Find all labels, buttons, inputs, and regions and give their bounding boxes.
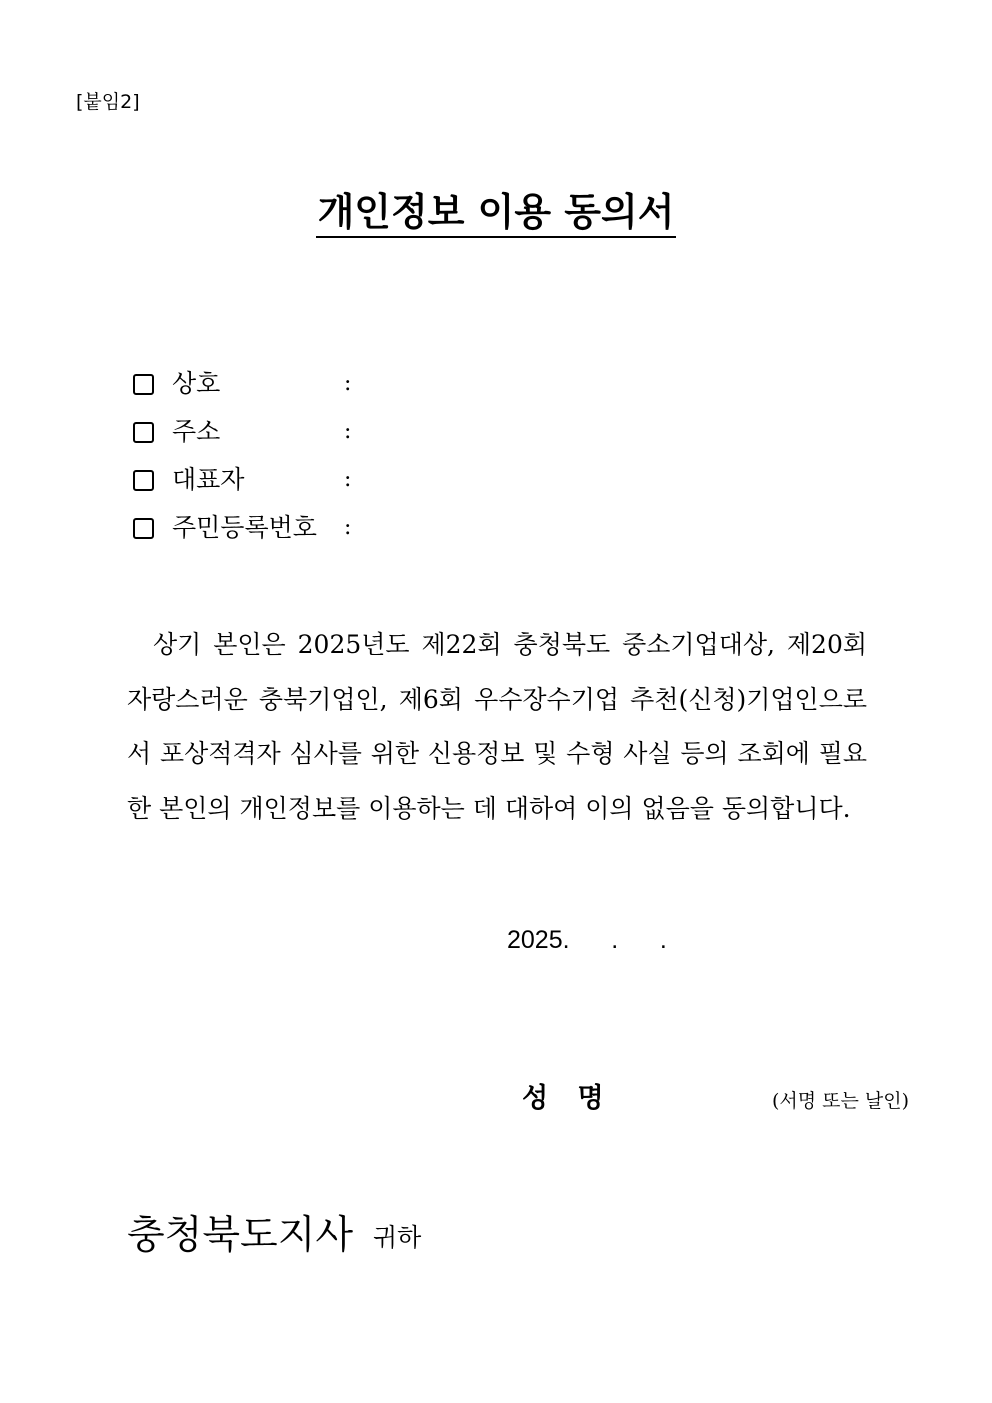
applicant-fields <box>133 360 351 552</box>
signature-note: (서명 또는 날인) <box>772 1090 910 1112</box>
field-label-resident-number: 주민등록번호 <box>172 513 317 542</box>
checkbox-icon <box>133 422 154 443</box>
field-label-company-name: 상호 <box>172 369 221 398</box>
signature-label: 성 명 <box>522 1083 614 1114</box>
field-company-name <box>133 360 351 408</box>
field-address <box>133 408 351 456</box>
recipient-suffix: 귀하 <box>373 1223 422 1252</box>
checkbox-icon <box>133 470 154 491</box>
checkbox-icon <box>133 518 154 539</box>
field-label-representative: 대표자 <box>172 465 245 494</box>
field-representative <box>133 456 351 504</box>
field-separator: : <box>344 467 352 492</box>
field-label-address: 주소 <box>172 417 221 446</box>
document-title: 개인정보 이용 동의서 <box>316 190 677 238</box>
field-separator: : <box>344 419 352 444</box>
field-separator: : <box>344 371 352 396</box>
attachment-label: [붙임2] <box>76 91 140 113</box>
consent-paragraph: 상기 본인은 2025년도 제22회 충청북도 중소기업대상, 제20회 자랑스러운 충북기업인, 제6회 우수장수기업 추천(신청)기업인으로서 포상적격자 심사를 위한 신용정보 및 수형 사실 등의 조회에 필요한 본인의 개인정보를 이용하는 데 대하여 이의 없음을 동의합니다. <box>127 630 867 823</box>
checkbox-icon <box>133 374 154 395</box>
recipient-name: 충청북도지사 <box>127 1213 354 1258</box>
date-line: 2025. . . <box>507 926 667 954</box>
field-resident-number <box>133 504 351 552</box>
field-separator: : <box>344 515 352 540</box>
document-title-wrapper <box>0 186 992 238</box>
